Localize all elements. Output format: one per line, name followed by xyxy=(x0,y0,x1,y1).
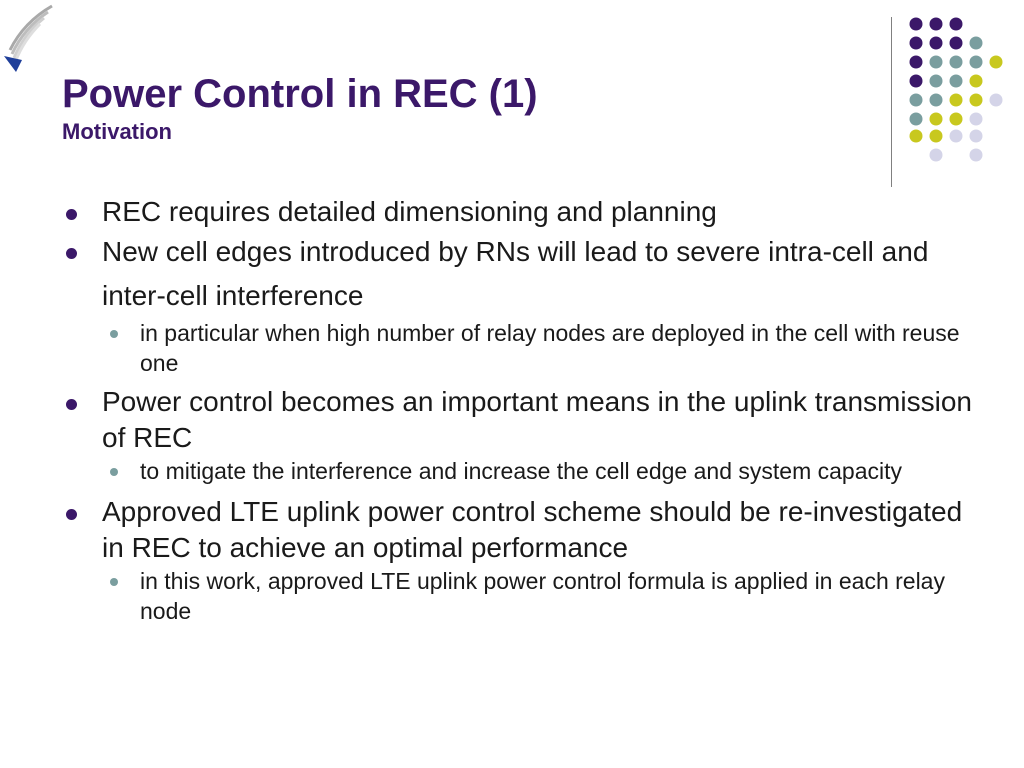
title-block xyxy=(62,70,538,146)
wing-logo-icon xyxy=(2,2,58,74)
bullet-list xyxy=(62,194,982,626)
sub-bullet-item: to mitigate the interference and increase the cell edge and system capacity xyxy=(62,456,982,486)
decorative-dot-grid xyxy=(904,12,1016,172)
bullet-item: New cell edges introduced by RNs will lead to severe intra-cell and inter-cell interference xyxy=(62,230,982,318)
bullet-content xyxy=(62,194,982,626)
slide-title: Power Control in REC (1) xyxy=(62,72,538,116)
sub-bullet-item: in this work, approved LTE uplink power control formula is applied in each relay node xyxy=(62,566,982,626)
slide-subtitle: Motivation xyxy=(62,119,172,144)
sub-bullet-item: in particular when high number of relay nodes are deployed in the cell with reuse one xyxy=(62,318,982,378)
divider-line xyxy=(891,17,892,187)
bullet-item: REC requires detailed dimensioning and planning xyxy=(62,194,982,230)
bullet-item: Approved LTE uplink power control scheme should be re-investigated in REC to achieve an optimal performance xyxy=(62,494,982,566)
bullet-item: Power control becomes an important means in the uplink transmission of REC xyxy=(62,384,982,456)
